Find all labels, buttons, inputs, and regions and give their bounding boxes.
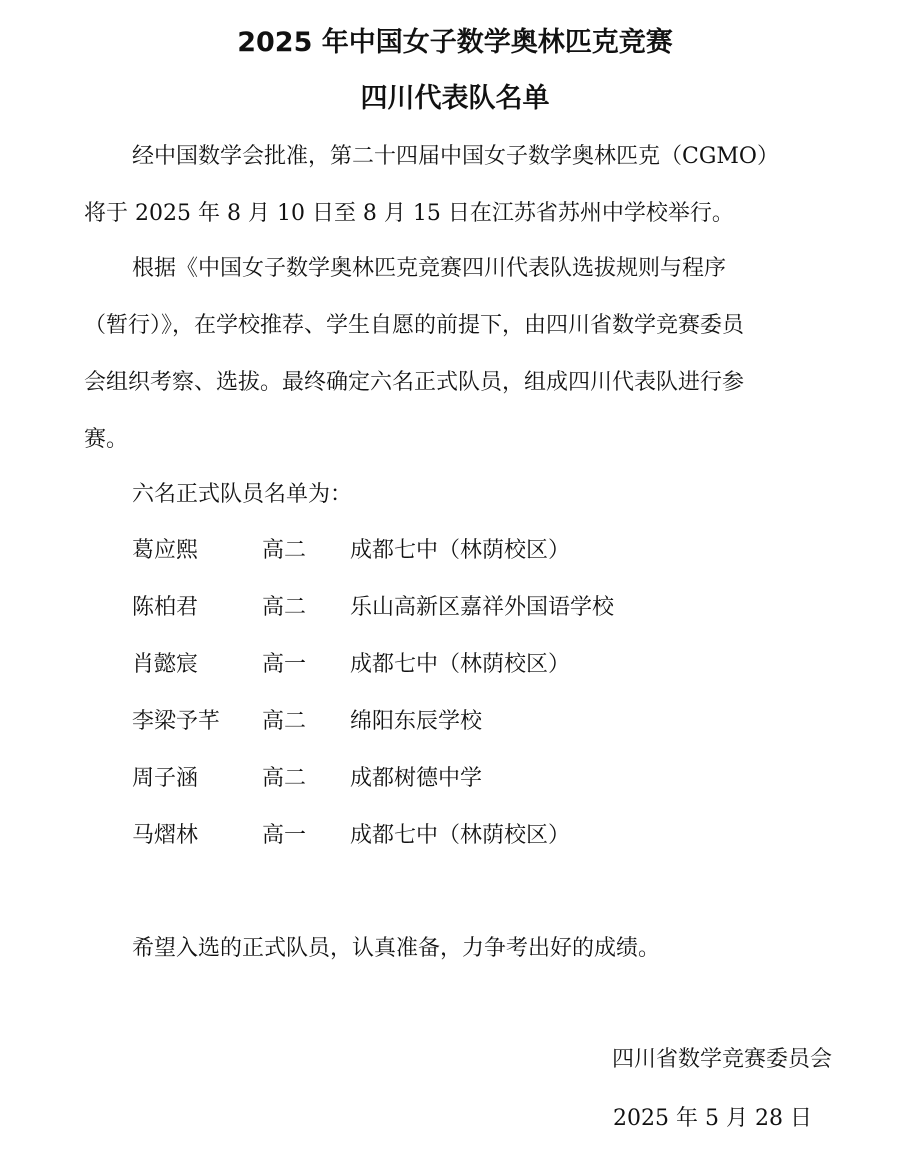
- member-grade: 高二: [262, 709, 307, 734]
- issuer-signature: 四川省数学竞赛委员会: [611, 1047, 832, 1072]
- paragraph-announcement: [84, 128, 844, 242]
- paragraph-line: 根据《中国女子数学奥林匹克竞赛四川代表队选拔规则与程序: [132, 256, 727, 281]
- roster-row: [0, 522, 910, 579]
- member-name: 陈柏君: [132, 595, 199, 620]
- paragraph-line: 将于 2025 年 8 月 10 日至 8 月 15 日在江苏省苏州中学校举行。: [84, 201, 734, 226]
- paragraph-line: 赛。: [84, 427, 129, 452]
- member-school: 成都七中（林荫校区）: [350, 823, 571, 848]
- roster-row: [0, 750, 910, 807]
- member-grade: 高一: [262, 823, 307, 848]
- member-name: 肖懿宸: [132, 652, 199, 677]
- member-grade: 高二: [262, 766, 307, 791]
- roster-row: [0, 693, 910, 750]
- member-school: 乐山高新区嘉祥外国语学校: [350, 595, 615, 620]
- member-grade: 高二: [262, 538, 307, 563]
- issue-date: 2025 年 5 月 28 日: [613, 1106, 812, 1131]
- member-school: 绵阳东辰学校: [350, 709, 483, 734]
- paragraph-line: 会组织考察、选拔。最终确定六名正式队员，组成四川代表队进行参: [84, 370, 745, 395]
- team-roster: [0, 522, 910, 864]
- document-title: 2025 年中国女子数学奥林匹克竞赛: [237, 27, 673, 58]
- member-school: 成都树德中学: [350, 766, 483, 791]
- paragraph-selection: [84, 240, 844, 468]
- member-school: 成都七中（林荫校区）: [350, 652, 571, 677]
- member-school: 成都七中（林荫校区）: [350, 538, 571, 563]
- member-name: 周子涵: [132, 766, 199, 791]
- closing-remark: 希望入选的正式队员，认真准备，力争考出好的成绩。: [132, 936, 661, 961]
- roster-intro: 六名正式队员名单为：: [132, 482, 353, 507]
- roster-row: [0, 636, 910, 693]
- member-grade: 高二: [262, 595, 307, 620]
- roster-row: [0, 807, 910, 864]
- member-name: 葛应熙: [132, 538, 199, 563]
- paragraph-line: （暂行）》，在学校推荐、学生自愿的前提下，由四川省数学竞赛委员: [84, 313, 745, 338]
- member-grade: 高一: [262, 652, 307, 677]
- member-name: 李梁予芊: [132, 709, 221, 734]
- paragraph-line: 经中国数学会批准，第二十四届中国女子数学奥林匹克（CGMO）: [132, 144, 779, 169]
- member-name: 马熠林: [132, 823, 199, 848]
- document-subtitle: 四川代表队名单: [360, 83, 550, 114]
- roster-row: [0, 579, 910, 636]
